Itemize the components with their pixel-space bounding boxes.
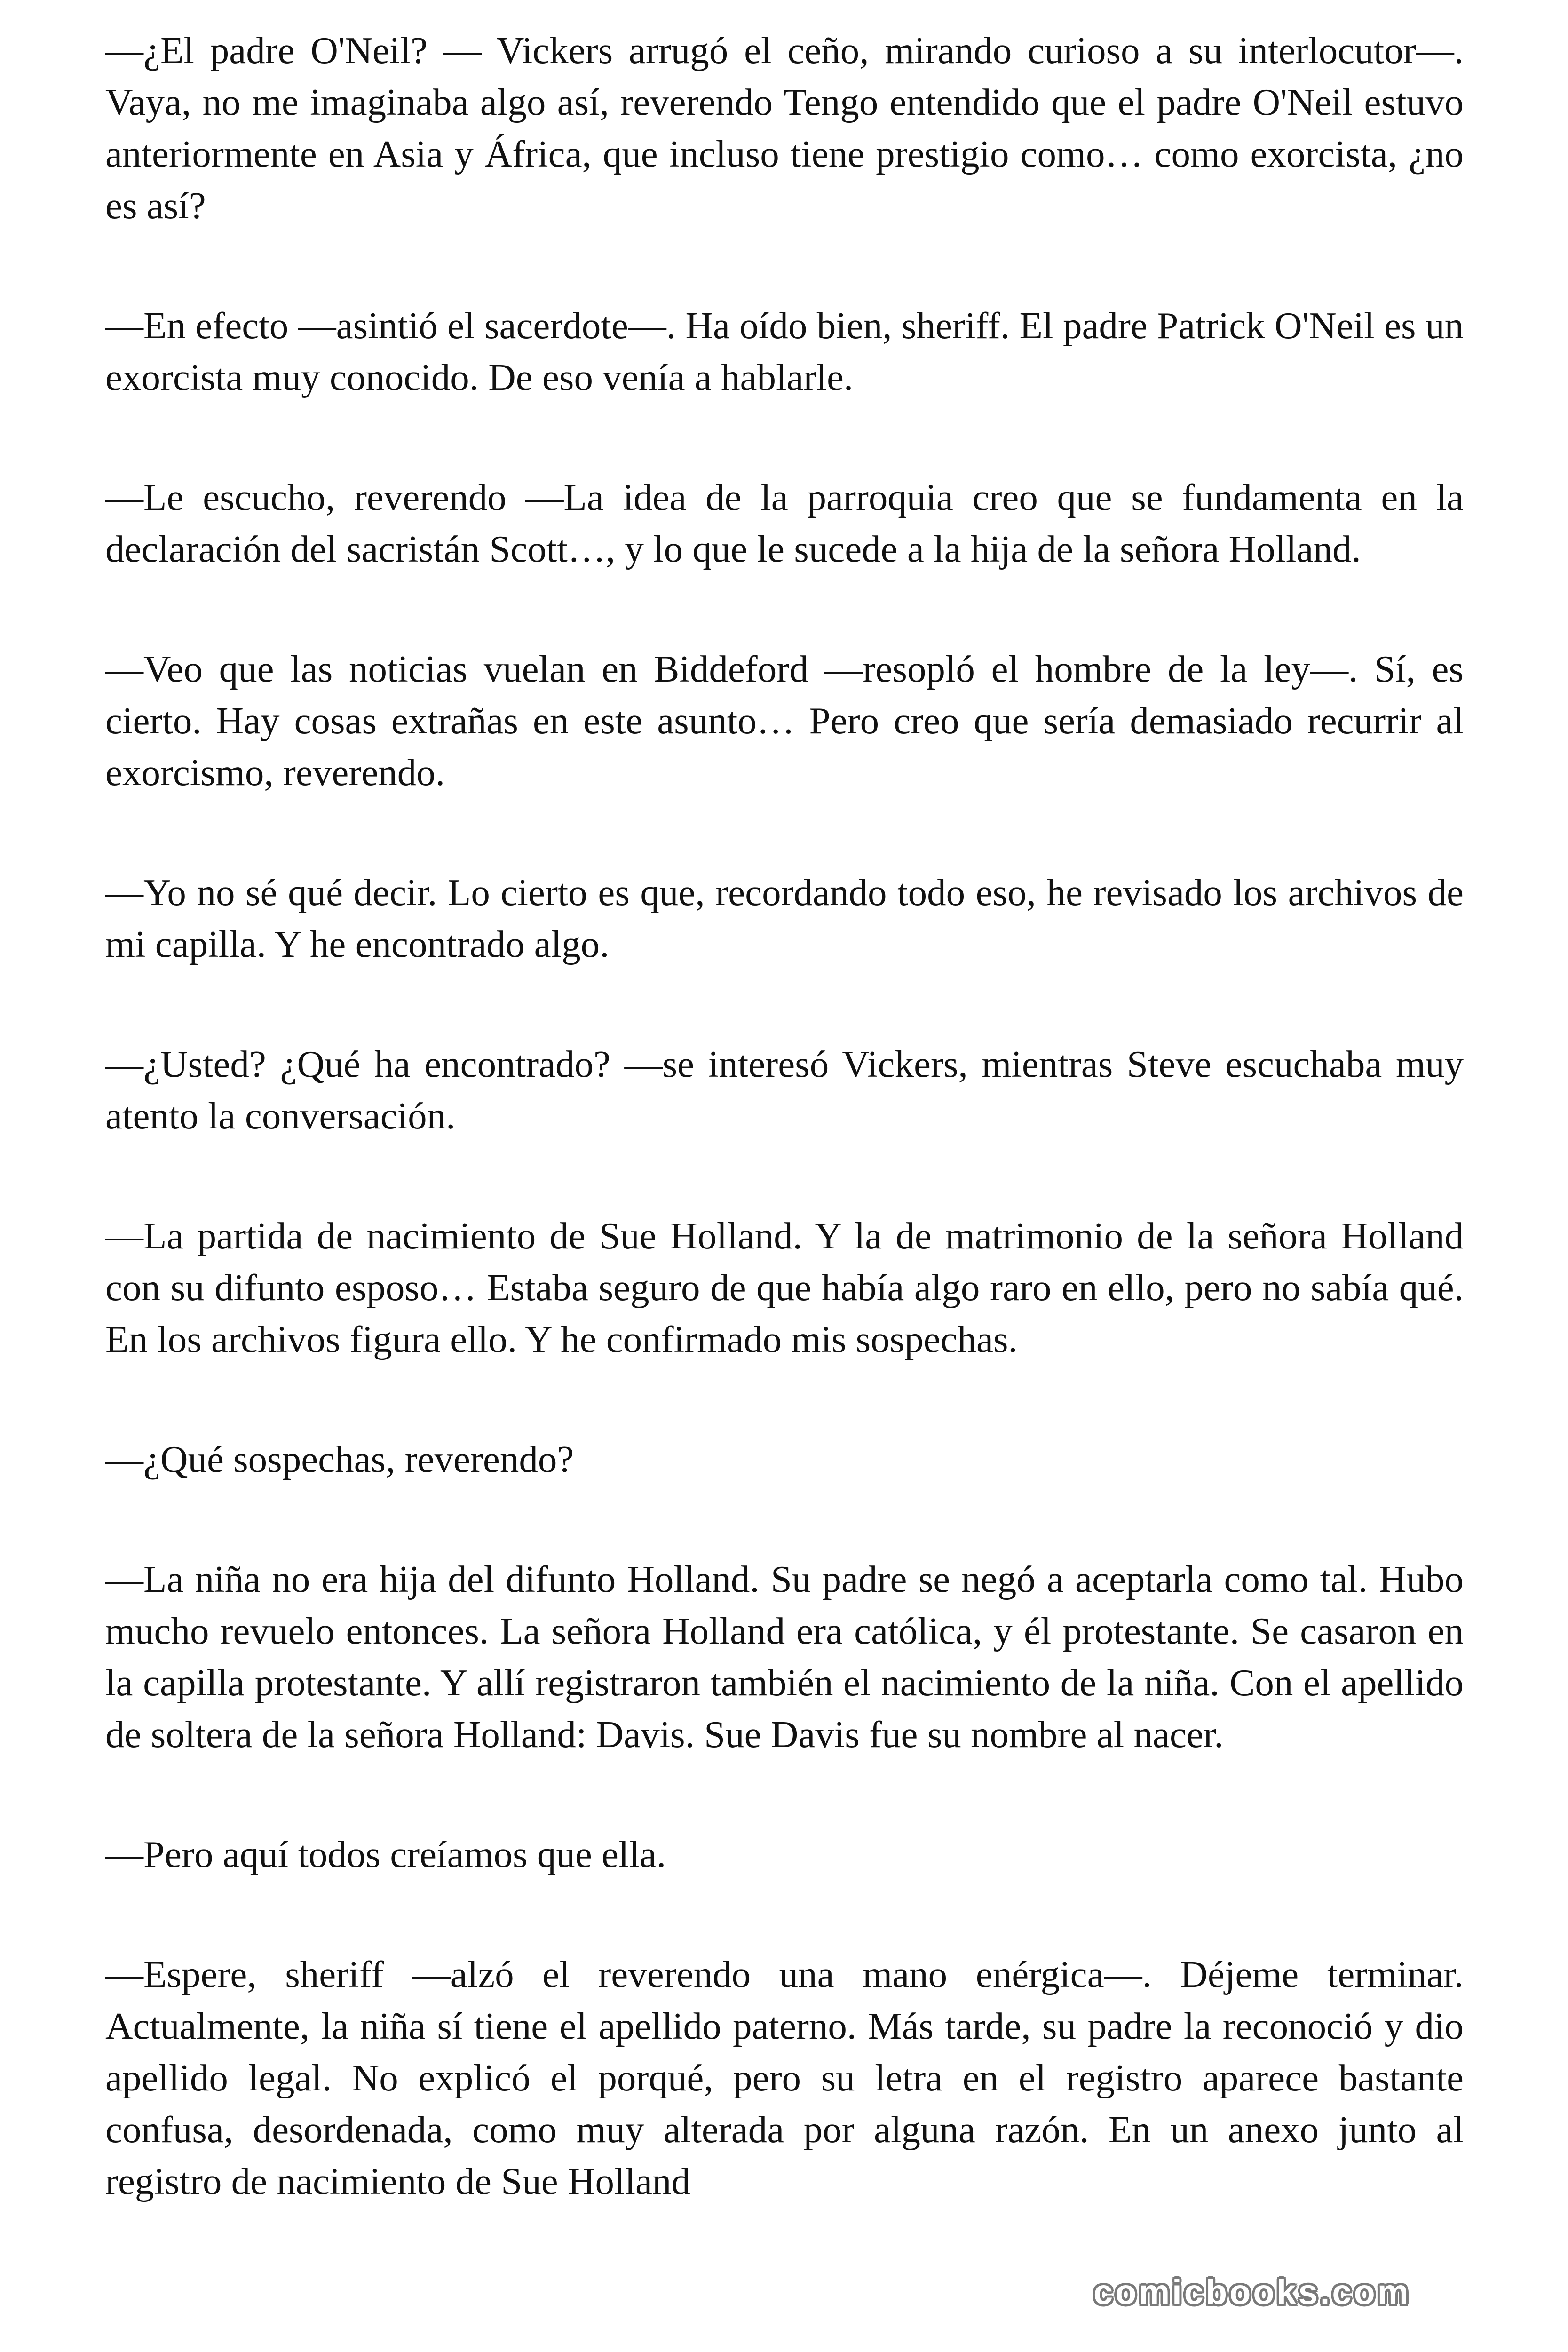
body-text (105, 24, 1464, 2207)
site-watermark: comicbooks.com (1093, 2273, 1411, 2312)
paragraph-11: —Espere, sheriff —alzó el reverendo una mano enérgica—. Déjeme terminar. Actualmente, la niña sí tiene el apellido paterno. Más tarde, su padre la reconoció y dio apellido legal. No explicó el porqué, pero su letra en el registro aparece bastante confusa, desordenada, como muy alterada por alguna razón. En un anexo junto al registro de nacimiento de Sue Holland (105, 1953, 1464, 2202)
paragraph-4: —Veo que las noticias vuelan en Biddeford —resopló el hombre de la ley—. Sí, es cierto. Hay cosas extrañas en este asunto… Pero creo que sería demasiado recurrir al exorcismo, reverendo. (105, 648, 1464, 794)
paragraph-8: —¿Qué sospechas, reverendo? (105, 1438, 574, 1480)
paragraph-1: —¿El padre O'Neil? — Vickers arrugó el ceño, mirando curioso a su interlocutor—. Vaya, no me imaginaba algo así, reverendo Tengo entendido que el padre O'Neil estuvo anteriormente en Asia y África, que incluso tiene prestigio como… como exorcista, ¿no es así? (105, 29, 1464, 227)
paragraph-5: —Yo no sé qué decir. Lo cierto es que, recordando todo eso, he revisado los archivos de mi capilla. Y he encontrado algo. (105, 871, 1464, 965)
paragraph-3: —Le escucho, reverendo —La idea de la parroquia creo que se fundamenta en la declaración del sacristán Scott…, y lo que le sucede a la hija de la señora Holland. (105, 476, 1464, 570)
paragraph-10: —Pero aquí todos creíamos que ella. (105, 1833, 666, 1875)
paragraph-2: —En efecto —asintió el sacerdote—. Ha oído bien, sheriff. El padre Patrick O'Neil es un exorcista muy conocido. De eso venía a hablarle. (105, 304, 1464, 398)
paragraph-9: —La niña no era hija del difunto Holland. Su padre se negó a aceptarla como tal. Hubo mucho revuelo entonces. La señora Holland era católica, y él protestante. Se casaron en la capilla protestante. Y allí registraron también el nacimiento de la niña. Con el apellido de soltera de la señora Holland: Davis. Sue Davis fue su nombre al nacer. (105, 1558, 1464, 1756)
paragraph-7: —La partida de nacimiento de Sue Holland. Y la de matrimonio de la señora Holland con su difunto esposo… Estaba seguro de que había algo raro en ello, pero no sabía qué. En los archivos figura ello. Y he confirmado mis sospechas. (105, 1215, 1464, 1360)
paragraph-6: —¿Usted? ¿Qué ha encontrado? —se interesó Vickers, mientras Steve escuchaba muy atento la conversación. (105, 1043, 1464, 1137)
